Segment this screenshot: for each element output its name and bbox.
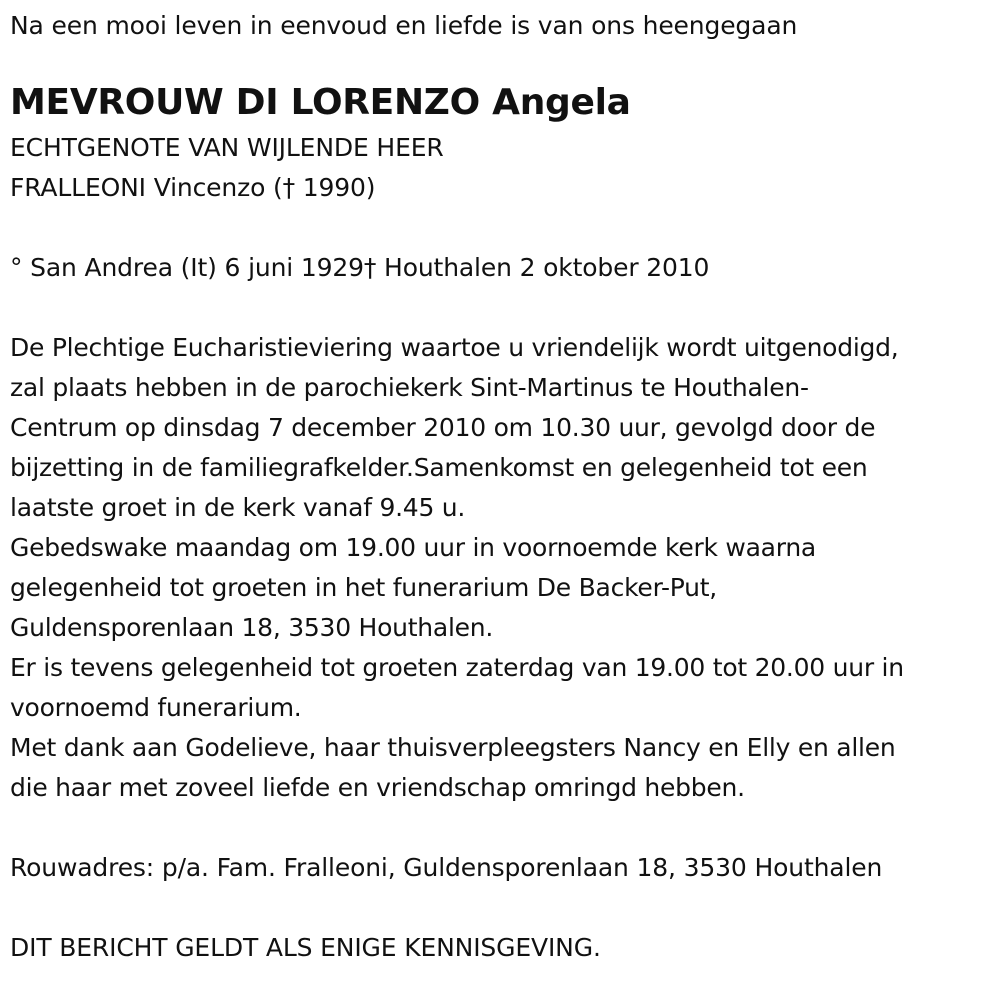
deceased-name: MEVROUW DI LORENZO Angela — [10, 82, 631, 123]
body-line: voornoemd funerarium. — [10, 693, 302, 722]
ceremony-details — [10, 328, 995, 808]
body-line: zal plaats hebben in de parochiekerk Sint-Martinus te Houthalen- — [10, 373, 809, 402]
spacer — [10, 808, 995, 848]
spouse-block — [10, 128, 995, 208]
spacer — [10, 208, 995, 248]
spouse-line: ECHTGENOTE VAN WIJLENDE HEER — [10, 133, 444, 162]
body-line: Gebedswake maandag om 19.00 uur in voornoemde kerk waarna — [10, 533, 816, 562]
intro-text: Na een mooi leven in eenvoud en liefde is van ons heengegaan — [10, 11, 798, 40]
notice-statement: DIT BERICHT GELDT ALS ENIGE KENNISGEVING. — [10, 933, 601, 962]
birth-death-dates: ° San Andrea (It) 6 juni 1929† Houthalen 2 oktober 2010 — [10, 253, 710, 282]
body-line: Guldensporenlaan 18, 3530 Houthalen. — [10, 613, 494, 642]
body-line: Centrum op dinsdag 7 december 2010 om 10.30 uur, gevolgd door de — [10, 413, 876, 442]
body-line: De Plechtige Eucharistieviering waartoe u vriendelijk wordt uitgenodigd, — [10, 333, 899, 362]
body-line: bijzetting in de familiegrafkelder.Samenkomst en gelegenheid tot een — [10, 453, 868, 482]
body-line: Met dank aan Godelieve, haar thuisverpleegsters Nancy en Elly en allen — [10, 733, 896, 762]
body-line: die haar met zoveel liefde en vriendschap omringd hebben. — [10, 773, 745, 802]
mourning-address: Rouwadres: p/a. Fam. Fralleoni, Guldensporenlaan 18, 3530 Houthalen — [10, 853, 883, 882]
spacer — [10, 288, 995, 328]
spacer — [10, 888, 995, 928]
spouse-line: FRALLEONI Vincenzo († 1990) — [10, 173, 376, 202]
body-line: gelegenheid tot groeten in het funerarium De Backer-Put, — [10, 573, 717, 602]
body-line: laatste groet in de kerk vanaf 9.45 u. — [10, 493, 466, 522]
body-line: Er is tevens gelegenheid tot groeten zaterdag van 19.00 tot 20.00 uur in — [10, 653, 904, 682]
death-notice — [10, 6, 995, 968]
